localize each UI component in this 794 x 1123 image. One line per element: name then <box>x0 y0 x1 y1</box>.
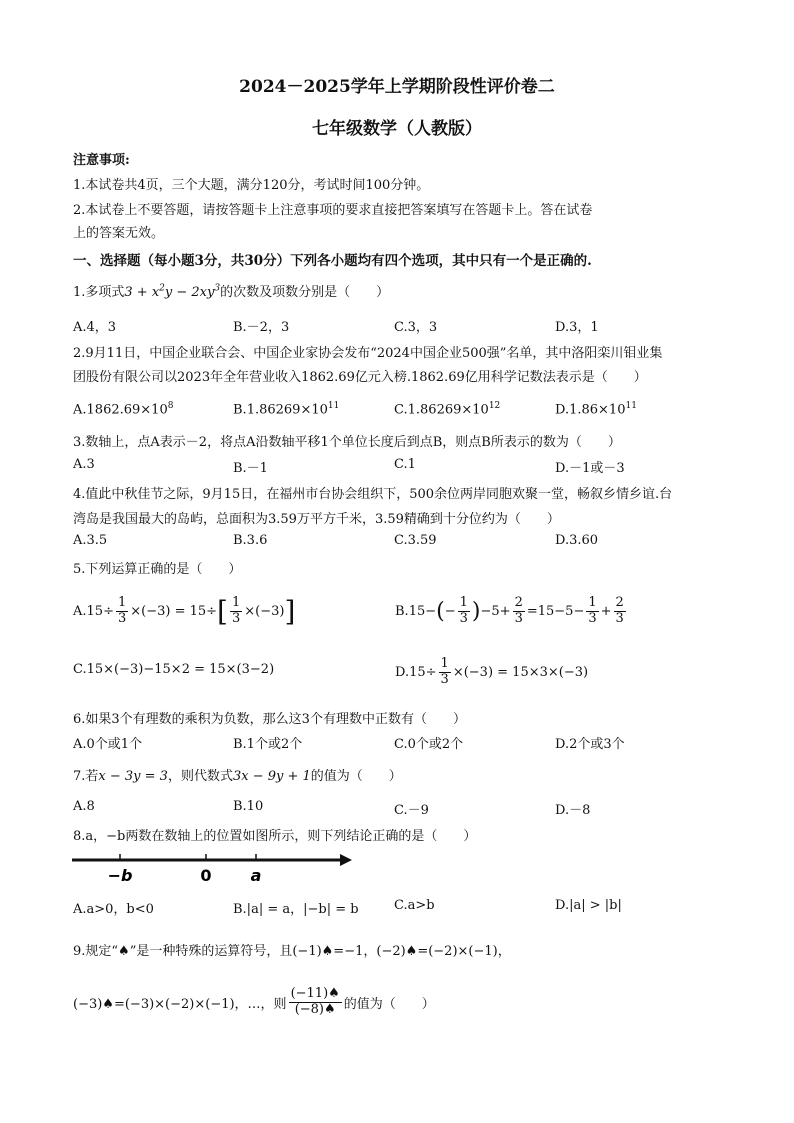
question-1-option-a[interactable]: A.4，3 <box>73 320 117 335</box>
question-1-option-d[interactable]: D.3，1 <box>555 320 599 335</box>
question-9-fraction: $\frac{(-11)♠}{(-8)♠}$ <box>290 986 340 1017</box>
question-9-line-2: (−3)♠=(−3)×(−2)×(−1)，…，则 $\frac{(-11)♠}{(-8)♠}$ 的值为（ ） <box>73 986 435 1017</box>
question-4-line-2: 湾岛是我国最大的岛屿，总面积为3.59万平方千米，3.59精确到十分位约为（ ） <box>73 512 560 527</box>
question-3-option-c[interactable]: C.1 <box>394 457 416 472</box>
question-2-option-b[interactable]: $B.1.86269\times 10^{11}$ <box>233 401 340 418</box>
question-6-option-d[interactable]: D.2个或3个 <box>555 737 625 752</box>
page-title: 2024－2025学年上学期阶段性评价卷二 <box>239 77 555 97</box>
question-4-option-b[interactable]: B.3.6 <box>233 533 268 548</box>
question-4-option-d[interactable]: D.3.60 <box>555 533 599 548</box>
question-7-expression: 3x − 9y + 1 <box>232 769 311 784</box>
question-4-option-c[interactable]: C.3.59 <box>394 533 437 548</box>
label-a: a <box>250 866 262 884</box>
question-7-option-a[interactable]: A.8 <box>73 799 95 814</box>
question-1-option-c[interactable]: C.3，3 <box>394 320 438 335</box>
question-2-line-1: 2.9月11日，中国企业联合会、中国企业家协会发布“2024中国企业500强”名单，其中洛阳栾川钼业集 <box>73 346 663 361</box>
question-5-option-a[interactable]: A. 15÷ $\frac{1}{3}$ ×(−3) = 15÷ [ $\frac{1}{3}$ ×(−3) ] <box>73 594 296 628</box>
question-7-stem: 7.若x − 3y = 3，则代数式3x − 9y + 1的值为（ ） <box>73 769 402 784</box>
question-3-stem: 3.数轴上，点A表示－2，将点A沿数轴平移1个单位长度后到点B，则点B所表示的数为（ ） <box>73 435 621 450</box>
question-1-suffix: 的次数及项数分别是（ ） <box>220 285 390 300</box>
notes-heading: 注意事项: <box>73 153 130 168</box>
question-4-line-1: 4.值此中秋佳节之际，9月15日，在福州市台协会组织下，500余位两岸同胞欢聚一堂，畅叙乡情乡谊.台 <box>73 487 673 502</box>
question-2-option-a[interactable]: $A.1862.69\times 10^8$ <box>73 401 174 418</box>
question-8-option-d[interactable]: D.|a| > |b| <box>555 898 622 913</box>
notes-line-1: 1.本试卷共4页，三个大题，满分120分，考试时间100分钟。 <box>73 178 430 193</box>
question-5-option-d[interactable]: D. 15÷ $\frac{1}{3}$ ×(−3) = 15×3×(−3) <box>395 656 589 687</box>
label-zero: 0 <box>200 866 212 884</box>
question-6-option-a[interactable]: A.0个或1个 <box>73 737 143 752</box>
question-8-stem: 8.a，−b两数在数轴上的位置如图所示，则下列结论正确的是（ ） <box>73 829 477 844</box>
notes-line-2: 2.本试卷上不要答题，请按答题卡上注意事项的要求直接把答案填写在答题卡上。答在试卷 <box>73 203 593 218</box>
question-7-option-c[interactable]: C.－9 <box>394 803 429 818</box>
question-3-option-b[interactable]: B.－1 <box>233 461 268 476</box>
notes-line-3: 上的答案无效。 <box>73 226 165 241</box>
label-neg-b: −b <box>107 866 133 884</box>
question-1-polynomial: $3 + x^2y - 2xy^3$ <box>124 283 221 300</box>
question-1-stem <box>73 281 389 300</box>
question-7-option-b[interactable]: B.10 <box>233 799 264 814</box>
question-2-option-c[interactable]: $C.1.86269\times 10^{12}$ <box>394 401 501 418</box>
question-5-option-b[interactable]: B. 15− ( − $\frac{1}{3}$ ) −5+ $\frac{2}{3}$ =15−5− $\frac{1}{3}$ + $\frac{2}{3}$ <box>395 595 624 626</box>
question-8-option-c[interactable]: C.a>b <box>394 898 435 913</box>
question-8-option-a[interactable]: A.a>0，b<0 <box>73 902 154 917</box>
arrow-icon <box>340 854 352 866</box>
question-6-stem: 6.如果3个有理数的乘积为负数，那么这3个有理数中正数有（ ） <box>73 712 466 727</box>
page-subtitle: 七年级数学（人教版） <box>312 119 482 139</box>
question-3-option-a[interactable]: A.3 <box>73 457 95 472</box>
question-6-option-c[interactable]: C.0个或2个 <box>394 737 464 752</box>
question-5-stem: 5.下列运算正确的是（ ） <box>73 562 242 577</box>
number-line-figure <box>68 848 358 884</box>
question-9-line-1: 9.规定“♠”是一种特殊的运算符号，且(−1)♠=−1，(−2)♠=(−2)×(−1)， <box>73 944 511 959</box>
question-4-option-a[interactable]: A.3.5 <box>73 533 108 548</box>
question-6-option-b[interactable]: B.1个或2个 <box>233 737 303 752</box>
question-2-line-2: 团股份有限公司以2023年全年营业收入1862.69亿元入榜.1862.69亿用科学记数法表示是（ ） <box>73 370 647 385</box>
question-7-condition: x − 3y = 3 <box>98 769 168 784</box>
question-8-option-b[interactable]: B.|a| = a，|−b| = b <box>233 902 359 917</box>
question-5-option-c[interactable]: C.15×(−3)−15×2 = 15×(3−2) <box>73 662 275 677</box>
section-1-heading: 一、选择题（每小题3分，共30分）下列各小题均有四个选项，其中只有一个是正确的. <box>73 253 592 269</box>
question-2-option-d[interactable]: $D.1.86\times 10^{11}$ <box>555 401 637 418</box>
question-7-option-d[interactable]: D.－8 <box>555 803 591 818</box>
question-1-option-b[interactable]: B.－2，3 <box>233 320 290 335</box>
question-3-option-d[interactable]: D.－1或－3 <box>555 461 625 476</box>
question-1-prefix: 1.多项式 <box>73 285 125 300</box>
